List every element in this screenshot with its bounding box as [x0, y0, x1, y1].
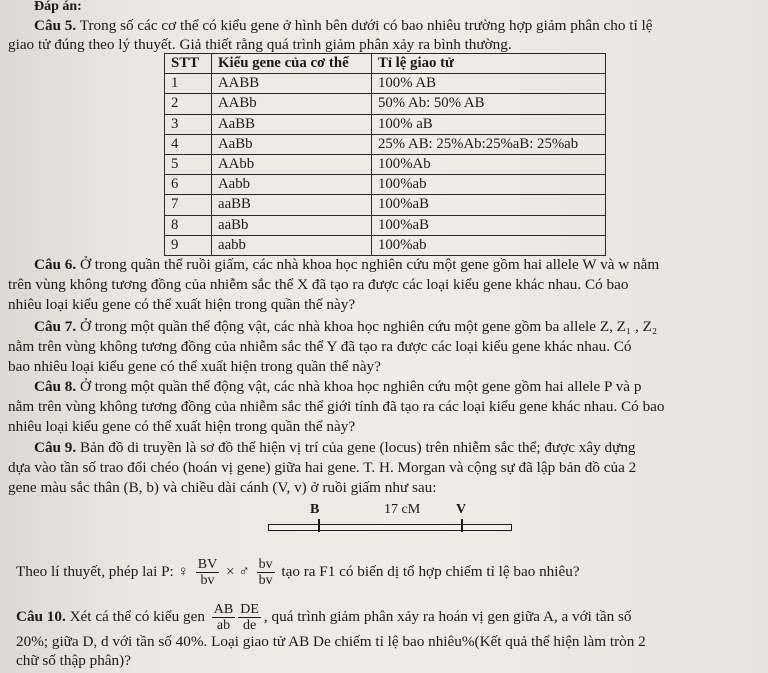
- q7-line-3: bao nhiêu loại kiểu gene có thể xuất hiện trong quần thể này?: [8, 358, 381, 375]
- table-row: 4 AaBb 25% AB: 25%Ab:25%aB: 25%ab: [165, 134, 606, 154]
- q8-line-2: nằm trên vùng không tương đồng của nhiễm sắc thể giới tính đã tạo ra các loại kiểu gene khác nhau. Có bao: [8, 398, 665, 415]
- table-row: 6 Aabb 100%ab: [165, 175, 606, 195]
- header-gamete-ratio: Tỉ lệ giao tử: [372, 54, 606, 74]
- q10-label: Câu 10.: [16, 608, 66, 625]
- header-genotype: Kiểu gene của cơ thể: [212, 54, 372, 74]
- q5-line-1: Câu 5. Trong số các cơ thể có kiểu gene ở hình bên dưới có bao nhiêu trường hợp giảm phân cho tỉ lệ: [34, 17, 653, 34]
- genotype-table: [164, 53, 606, 256]
- q7-label: Câu 7.: [34, 318, 77, 335]
- q6-label: Câu 6.: [34, 256, 77, 273]
- q8-line-3: nhiêu loại kiểu gene có thể xuất hiện trong quần thể này?: [8, 418, 356, 435]
- table-header-row: [165, 54, 606, 74]
- q7-line-1: Câu 7. Ở trong một quần thể động vật, các nhà khoa học nghiên cứu một gene gồm ba allele Z, Z₁ , Z₂: [34, 318, 658, 335]
- q5-label: Câu 5.: [34, 17, 77, 34]
- q9-cross-line: Theo lí thuyết, phép lai P: ♀ $\frac{BV}{bv}$ × ♂ $\frac{bv}{bv}$ tạo ra F1 có biến dị tổ hợp chiếm tỉ lệ bao nhiêu?: [16, 557, 580, 589]
- q8-label: Câu 8.: [34, 378, 77, 395]
- table-row: 7 aaBB 100%aB: [165, 195, 606, 215]
- table-row: 8 aaBb 100%aB: [165, 215, 606, 235]
- q5-line-2: giao tử đúng theo lý thuyết. Giả thiết rằng quá trình giảm phân xảy ra bình thường.: [8, 36, 512, 53]
- q6-line-3: nhiêu loại kiểu gene có thể xuất hiện trong quần thể này?: [8, 296, 356, 313]
- chromosome-bar: [268, 524, 512, 531]
- answer-header: Đáp án:: [34, 0, 82, 14]
- genetic-map: [268, 502, 512, 532]
- q9-line-3: gene màu sắc thân (B, b) và chiều dài cánh (V, v) ở ruồi giấm như sau:: [8, 479, 437, 496]
- map-locus-v: V: [456, 502, 467, 517]
- table-row: 9 aabb 100%ab: [165, 235, 606, 255]
- table-row: 5 AAbb 100%Ab: [165, 154, 606, 174]
- q9-line-1: Câu 9. Bản đồ di truyền là sơ đồ thể hiện vị trí của gene (locus) trên nhiễm sắc thể; được xây dựng: [34, 439, 636, 456]
- locus-v-tick: [461, 519, 463, 532]
- q9-line-2: dựa vào tần số trao đổi chéo (hoán vị gene) giữa hai gene. T. H. Morgan và cộng sự đã lập bản đồ của 2: [8, 459, 637, 476]
- q10-line-3: chữ số thập phân)?: [16, 652, 131, 669]
- table-row: 1 AABB 100% AB: [165, 74, 606, 94]
- header-stt: STT: [165, 54, 212, 74]
- q7-line-2: nằm trên vùng không tương đồng của nhiễm sắc thể Y đã tạo ra được các loại kiểu gene khác nhau. Có: [8, 338, 632, 355]
- q6-line-2: trên vùng không tương đồng của nhiễm sắc thể X đã tạo ra được các loại kiểu gene khác nhau. Có bao: [8, 276, 629, 293]
- genotype-fraction-ab: $\frac{AB}{ab}$: [213, 602, 234, 634]
- locus-b-tick: [318, 519, 320, 532]
- q8-line-1: Câu 8. Ở trong một quần thể động vật, các nhà khoa học nghiên cứu một gene gồm hai allele P và p: [34, 378, 642, 395]
- table-row: 2 AABb 50% Ab: 50% AB: [165, 94, 606, 114]
- map-locus-b: B: [310, 502, 320, 517]
- male-genotype-fraction: $\frac{bv}{bv}$: [258, 557, 273, 589]
- table-row: 3 AaBB 100% aB: [165, 114, 606, 134]
- q6-line-1: Câu 6. Ở trong quần thể ruồi giấm, các nhà khoa học nghiên cứu một gene gồm hai allele W và w nằm: [34, 256, 660, 273]
- q10-line-2: 20%; giữa D, d với tần số 40%. Loại giao tử AB De chiếm tỉ lệ bao nhiêu%(Kết quả thể hiện làm tròn 2: [16, 633, 646, 650]
- female-genotype-fraction: $\frac{BV}{bv}$: [197, 557, 218, 589]
- genotype-fraction-de: $\frac{DE}{de}$: [240, 602, 259, 634]
- map-distance-label: 17 cM: [384, 502, 421, 517]
- q9-label: Câu 9.: [34, 439, 77, 456]
- q10-line-1: Câu 10. Xét cá thể có kiểu gen $\frac{AB}{ab}$ $\frac{DE}{de}$ , quá trình giảm phân xảy ra hoán vị gen giữa A, a với tần số: [16, 602, 632, 634]
